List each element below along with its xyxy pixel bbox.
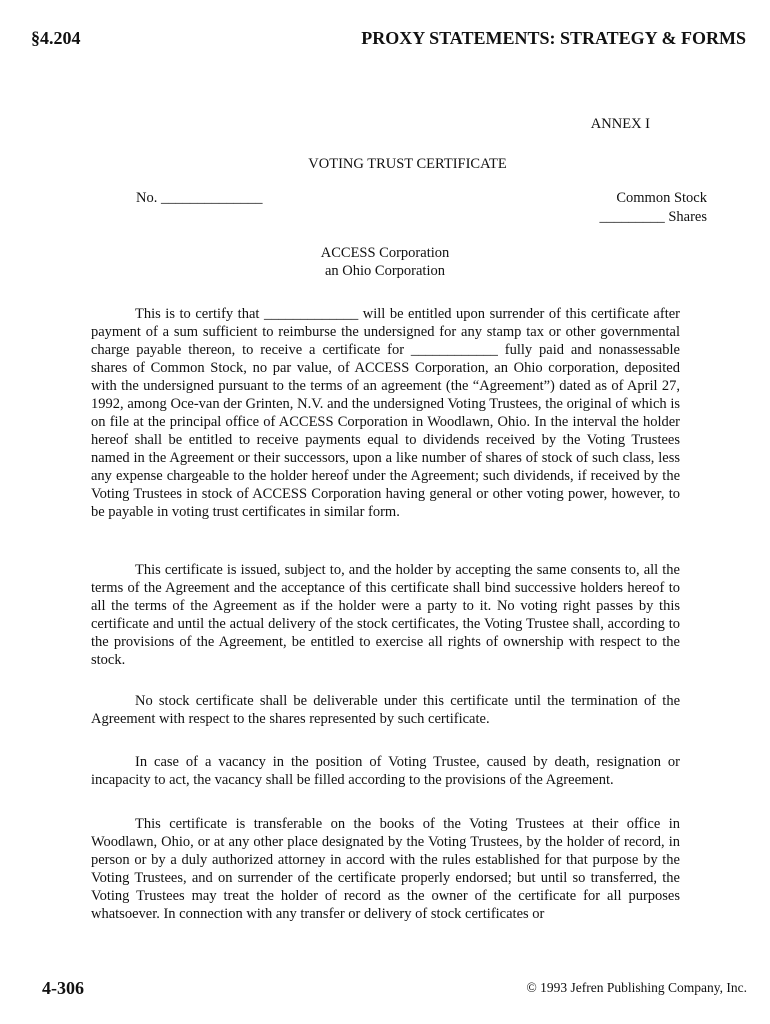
body-paragraph-issued: This certificate is issued, subject to, and the holder by accepting the same consents to, all the terms of the Agreement and the acceptance of this certificate shall bind successive holders hereof to all the terms of the Agreement as if the holder were a party to it. No voting right passes by this certificate and until the actual delivery of the stock certificates, the Voting Trustee shall, according to the provisions of the Agreement, be entitled to exercise all rights of ownership with respect to the stock. (91, 562, 680, 668)
page-number: 4-306 (42, 978, 84, 998)
company-block (0, 244, 770, 280)
stock-class-block (599, 189, 707, 227)
annex-label: ANNEX I (590, 116, 650, 132)
body-paragraph-vacancy: In case of a vacancy in the position of Voting Trustee, caused by death, resignation or incapacity to act, the vacancy shall be filled according to the provisions of the Agreement. (91, 754, 680, 788)
certificate-number-line: No. ______________ (136, 190, 263, 206)
body-paragraph-deliverable: No stock certificate shall be deliverable under this certificate until the termination of the Agreement with respect to the shares represented by such certificate. (91, 693, 680, 727)
body-paragraph-certify: This is to certify that _____________ will be entitled upon surrender of this certificate after payment of a sum sufficient to reimburse the undersigned for any stamp tax or other governmental charge payable thereon, to receive a certificate for ____________ fully paid and nonassessable shares of Common Stock, no par value, of ACCESS Corporation, an Ohio corporation, deposited with the undersigned pursuant to the terms of an agreement (the “Agreement”) dated as of April 27, 1992, among Oce-van der Grinten, N.V. and the undersigned Voting Trustees, the original of which is on file at the principal office of ACCESS Corporation in Woodlawn, Ohio. In the interval the holder hereof shall be entitled to receive payments equal to dividends received by the Voting Trustees named in the Agreement or their successors, upon a like number of shares of stock of such class, less any expense chargeable to the holder hereof under the Agreement; such dividends, if received by the Voting Trustees in stock of ACCESS Corporation having general or other voting power, however, to be payable in voting trust certificates in similar form. (91, 306, 680, 520)
copyright-notice: © 1993 Jefren Publishing Company, Inc. (526, 980, 747, 995)
stock-class-label: Common Stock (616, 190, 707, 206)
certificate-title: VOTING TRUST CERTIFICATE (308, 156, 507, 172)
running-header-title: PROXY STATEMENTS: STRATEGY & FORMS (361, 28, 746, 48)
company-state: an Ohio Corporation (324, 263, 445, 279)
body-paragraph-transferable: This certificate is transferable on the books of the Voting Trustees at their office in Woodlawn, Ohio, or at any other place designated by the Voting Trustees, by the holder of record, in person or by a duly authorized attorney in accord with the rules established for that purpose by the Voting Trustees, and on surrender of the certificate properly endorsed; but until so transferred, the Voting Trustees may treat the holder of record as the owner of the certificate for all purposes whatsoever. In connection with any transfer or delivery of stock certificates or (91, 816, 680, 922)
company-name: ACCESS Corporation (320, 245, 450, 261)
section-number: §4.204 (31, 28, 81, 48)
shares-line: _________ Shares (599, 209, 707, 225)
